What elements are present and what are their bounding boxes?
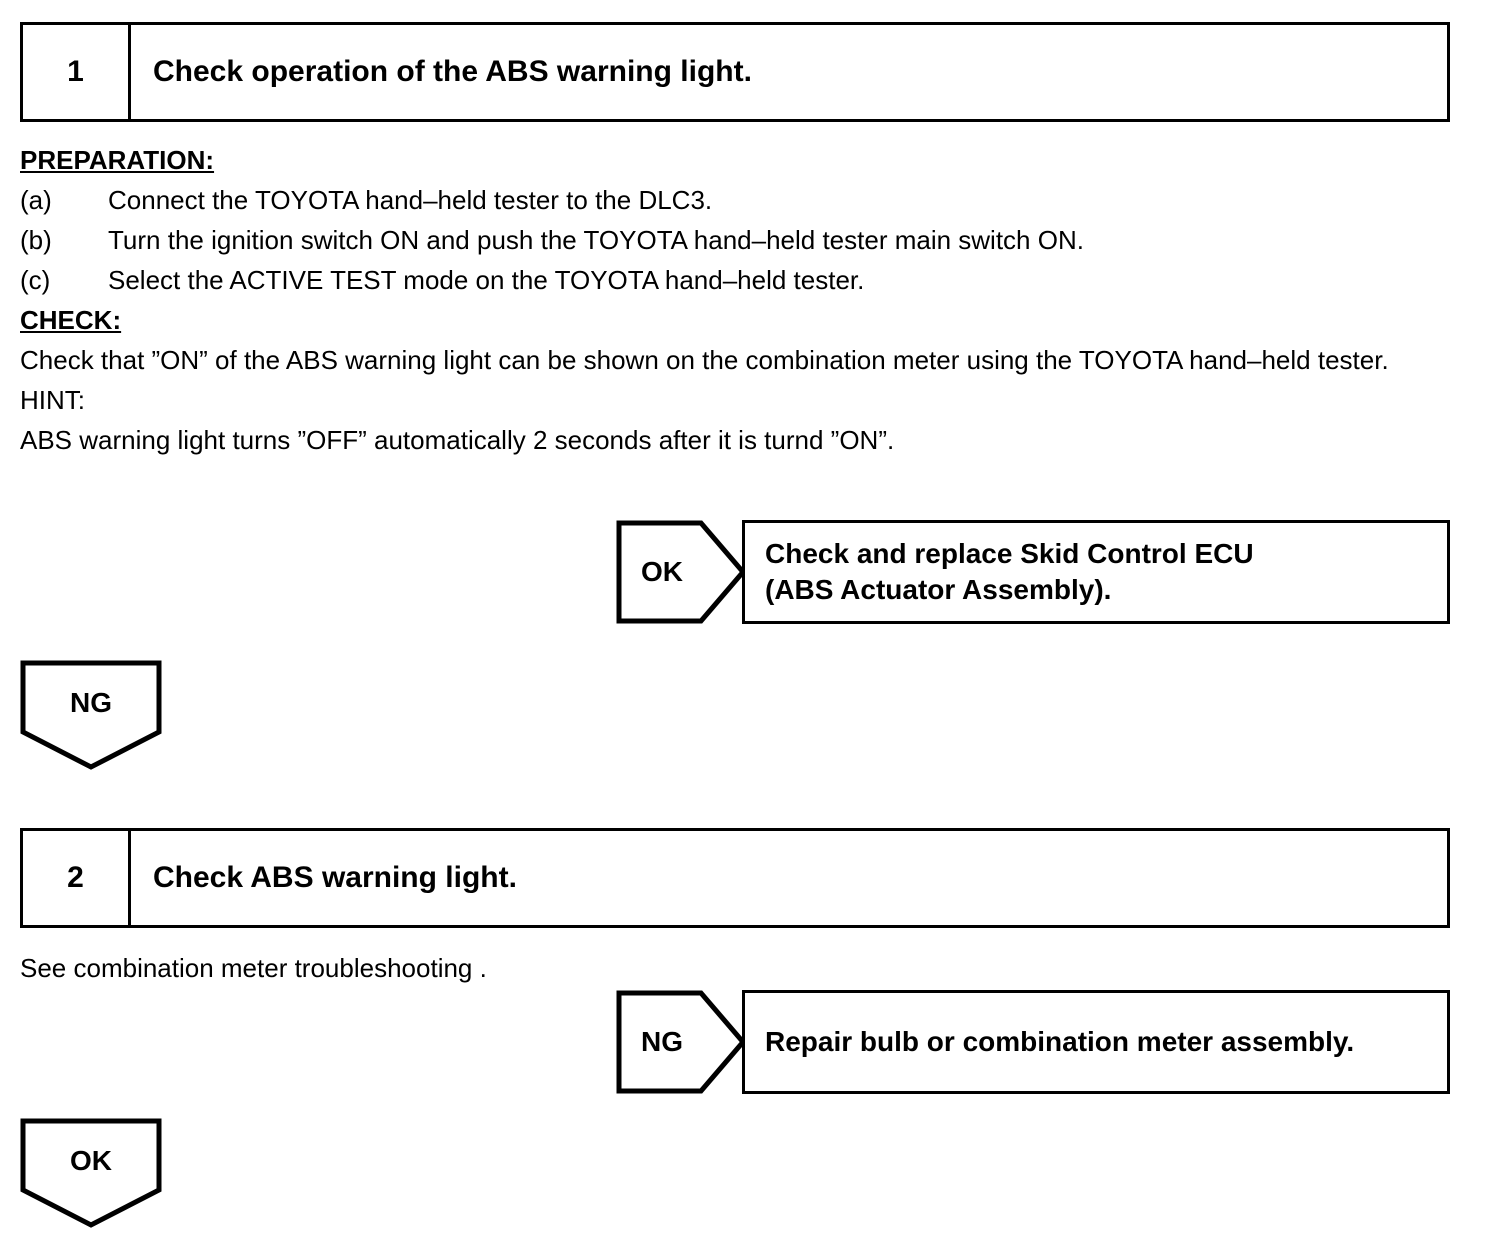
step-1-ok-result-line1: Check and replace Skid Control ECU bbox=[765, 538, 1254, 569]
step-1-ng-tag bbox=[20, 660, 162, 770]
hint-text: ABS warning light turns ”OFF” automatically 2 seconds after it is turnd ”ON”. bbox=[20, 425, 895, 455]
check-text: Check that ”ON” of the ABS warning light can be shown on the combination meter using the TOYOTA hand–held tester. bbox=[20, 345, 1389, 375]
preparation-item-a bbox=[20, 180, 1480, 220]
preparation-item-a-label: (a) bbox=[20, 185, 52, 215]
step-2-ng-result-line1: Repair bulb or combination meter assembly. bbox=[765, 1026, 1355, 1057]
step-2-body bbox=[20, 948, 1480, 988]
step-2-ok-tag bbox=[20, 1118, 162, 1228]
preparation-item-b bbox=[20, 220, 1480, 260]
step-2-ng-result bbox=[742, 990, 1450, 1094]
step-2-ng-tag bbox=[616, 990, 746, 1094]
step-1-body bbox=[20, 140, 1480, 460]
step-2-ng-tag-label: NG bbox=[641, 1026, 683, 1057]
preparation-item-c-label: (c) bbox=[20, 265, 51, 295]
step-1-title: Check operation of the ABS warning light. bbox=[153, 55, 752, 88]
step-2-number: 2 bbox=[23, 831, 131, 925]
step-1-ng-tag-label: NG bbox=[70, 687, 112, 718]
step-2-title: Check ABS warning light. bbox=[153, 861, 517, 894]
preparation-item-b-text: Turn the ignition switch ON and push the TOYOTA hand–held tester main switch ON. bbox=[108, 225, 1084, 255]
preparation-item-b-label: (b) bbox=[20, 225, 52, 255]
step-2-ok-tag-label: OK bbox=[70, 1145, 112, 1176]
preparation-item-c-text: Select the ACTIVE TEST mode on the TOYOTA hand–held tester. bbox=[108, 265, 865, 295]
preparation-item-c bbox=[20, 260, 1480, 300]
step-2-header bbox=[20, 828, 1450, 928]
step-1-ok-result-line2: (ABS Actuator Assembly). bbox=[765, 574, 1112, 605]
check-heading: CHECK: bbox=[20, 305, 122, 335]
step-2-body-text: See combination meter troubleshooting . bbox=[20, 953, 487, 983]
preparation-item-a-text: Connect the TOYOTA hand–held tester to the DLC3. bbox=[108, 185, 713, 215]
preparation-heading: PREPARATION: bbox=[20, 145, 215, 175]
step-1-ok-tag bbox=[616, 520, 746, 624]
step-1-number: 1 bbox=[23, 25, 131, 119]
hint-heading: HINT: bbox=[20, 385, 85, 415]
step-1-ok-tag-label: OK bbox=[641, 556, 683, 587]
step-1-header bbox=[20, 22, 1450, 122]
step-1-ok-result bbox=[742, 520, 1450, 624]
